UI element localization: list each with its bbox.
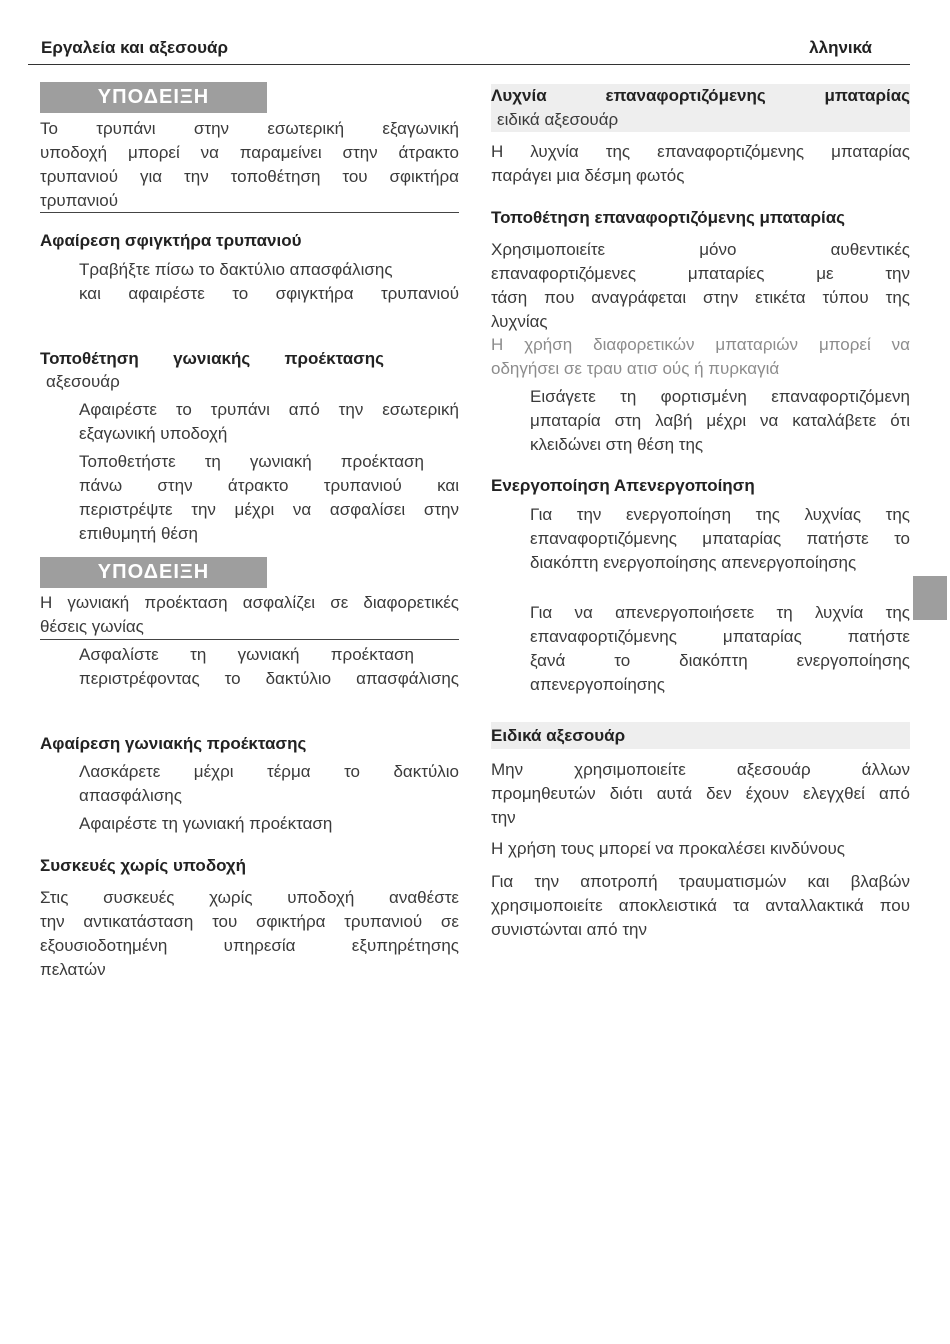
heading-text: Τοποθέτηση γωνιακής προέκτασης: [40, 349, 384, 368]
text-line: την αντικατάσταση του σφικτήρα τρυπανιού σε: [40, 912, 459, 931]
text-line: επαναφορτιζόμενες μπαταρίες με την: [491, 264, 910, 283]
text-line: μπαταρία στη λαβή μέχρι να καταλάβετε ότι: [530, 411, 910, 430]
text-line: Τραβήξτε πίσω το δακτύλιο απασφάλισης: [79, 260, 393, 279]
text-line: Η γωνιακή προέκταση ασφαλίζει σε διαφορετικές: [40, 593, 459, 612]
instruction-step: [40, 258, 459, 306]
text-line: Τοποθετήστε τη γωνιακή προέκταση: [79, 452, 424, 471]
text-line: Για την ενεργοποίηση της λυχνίας της: [530, 505, 910, 524]
section-heading: Αφαίρεση σφιγκτήρα τρυπανιού: [40, 231, 302, 250]
section-subheading: αξεσουάρ: [46, 372, 120, 391]
heading-text: Λυχνία επαναφορτιζόμενης μπαταρίας: [491, 86, 910, 105]
text-line: επαναφορτιζόμενης μπαταρίας πατήστε το: [530, 529, 910, 548]
language-tab-marker: [913, 576, 947, 620]
section-heading: Ειδικά αξεσουάρ: [491, 722, 910, 749]
instruction-step: [491, 601, 910, 697]
text-line: τάση που αναγράφεται στην ετικέτα τύπου της: [491, 288, 910, 307]
text-line: λυχνίας: [491, 312, 548, 331]
page-header: [28, 30, 910, 65]
text-line: επαναφορτιζόμενης μπαταρίας πατήστε: [530, 627, 910, 646]
text-line: κλειδώνει στη θέση της: [530, 435, 704, 454]
header-section-title: Εργαλεία και αξεσουάρ: [41, 38, 228, 57]
text-line: Μην χρησιμοποιείτε αξεσουάρ άλλων: [491, 760, 910, 779]
text-line: Χρησιμοποιείτε μόνο αυθεντικές: [491, 240, 910, 259]
text-line: περιστρέφοντας το δακτύλιο απασφάλισης: [79, 669, 459, 688]
text-line: Εισάγετε τη φορτισμένη επαναφορτιζόμενη: [530, 387, 910, 406]
instruction-step: [40, 643, 459, 691]
text-line: συνιστώνται από την: [491, 920, 648, 939]
paragraph: [491, 758, 910, 830]
text-line: Η χρήση διαφορετικών μπαταριών μπορεί να: [491, 335, 910, 354]
section-heading: Αφαίρεση γωνιακής προέκτασης: [40, 734, 307, 753]
text-line: και αφαιρέστε το σφιγκτήρα τρυπανιού: [79, 284, 459, 303]
text-line: την: [491, 808, 516, 827]
section-heading: Συσκευές χωρίς υποδοχή: [40, 856, 247, 875]
section-heading: [40, 347, 384, 371]
text-line: Για την αποτροπή τραυματισμών και βλαβών: [491, 872, 910, 891]
text-line: ξανά το διακόπτη ενεργοποίησης: [530, 651, 910, 670]
text-line: Η λυχνία της επαναφορτιζόμενης μπαταρίας: [491, 142, 910, 161]
instruction-step: Αφαιρέστε τη γωνιακή προέκταση: [79, 814, 333, 833]
instruction-step: [40, 760, 459, 808]
instruction-step: [40, 450, 459, 546]
text-line: τρυπανιού για την τοποθέτηση του σφικτήρα: [40, 167, 459, 186]
divider: [40, 212, 459, 213]
header-language: λληνικά: [809, 38, 872, 57]
text-line: θέσεις γωνίας: [40, 617, 144, 636]
text-line: Για να απενεργοποιήσετε τη λυχνία της: [530, 603, 910, 622]
paragraph: [491, 870, 910, 942]
text-line: επιθυμητή θέση: [79, 524, 198, 543]
text-line: Αφαιρέστε το τρυπάνι από την εσωτερική: [79, 400, 459, 419]
text-line: πελατών: [40, 960, 106, 979]
text-line: οδηγήσει σε τραυ ατισ ούς ή πυρκαγιά: [491, 359, 780, 378]
text-line: εξαγωνική υποδοχή: [79, 424, 228, 443]
text-line: Λασκάρετε μέχρι τέρμα το δακτύλιο: [79, 762, 459, 781]
note-text: [40, 591, 459, 639]
text-line: διακόπτη ενεργοποίησης απενεργοποίησης: [530, 553, 857, 572]
section-heading: Ενεργοποίηση Απενεργοποίηση: [491, 476, 755, 495]
warning-text: [491, 333, 910, 381]
text-line: απενεργοποίησης: [530, 675, 665, 694]
section-heading: Τοποθέτηση επαναφορτιζόμενης μπαταρίας: [491, 208, 846, 227]
instruction-step: [491, 503, 910, 575]
instruction-step: [40, 398, 459, 446]
divider: [40, 639, 459, 640]
paragraph: [491, 140, 910, 188]
paragraph: [40, 886, 459, 982]
note-text: [40, 117, 459, 213]
text-line: πάνω στην άτρακτο τρυπανιού και: [79, 476, 459, 495]
text-line: Το τρυπάνι στην εσωτερική εξαγωνική: [40, 119, 459, 138]
text-line: τρυπανιού: [40, 191, 119, 210]
note-label: ΥΠΟΔΕΙΞΗ: [40, 557, 267, 588]
instruction-step: [491, 385, 910, 457]
text-line: Ασφαλίστε τη γωνιακή προέκταση: [79, 645, 414, 664]
paragraph: [491, 238, 910, 334]
note-label: ΥΠΟΔΕΙΞΗ: [40, 82, 267, 113]
section-subheading: ειδικά αξεσουάρ: [497, 110, 619, 129]
text-line: εξουσιοδοτημένη υπηρεσία εξυπηρέτησης: [40, 936, 459, 955]
text-line: υποδοχή μπορεί να παραμείνει στην άτρακτο: [40, 143, 459, 162]
paragraph: Η χρήση τους μπορεί να προκαλέσει κινδύνους: [491, 839, 846, 858]
text-line: περιστρέψτε την μέχρι να ασφαλίσει στην: [79, 500, 459, 519]
text-line: χρησιμοποιείτε αποκλειστικά τα ανταλλακτικά που: [491, 896, 910, 915]
text-line: προμηθευτών διότι αυτά δεν έχουν ελεγχθεί από: [491, 784, 910, 803]
section-heading-box: [491, 84, 910, 132]
text-line: παράγει μια δέσμη φωτός: [491, 166, 685, 185]
text-line: Στις συσκευές χωρίς υποδοχή αναθέστε: [40, 888, 459, 907]
text-line: απασφάλισης: [79, 786, 182, 805]
